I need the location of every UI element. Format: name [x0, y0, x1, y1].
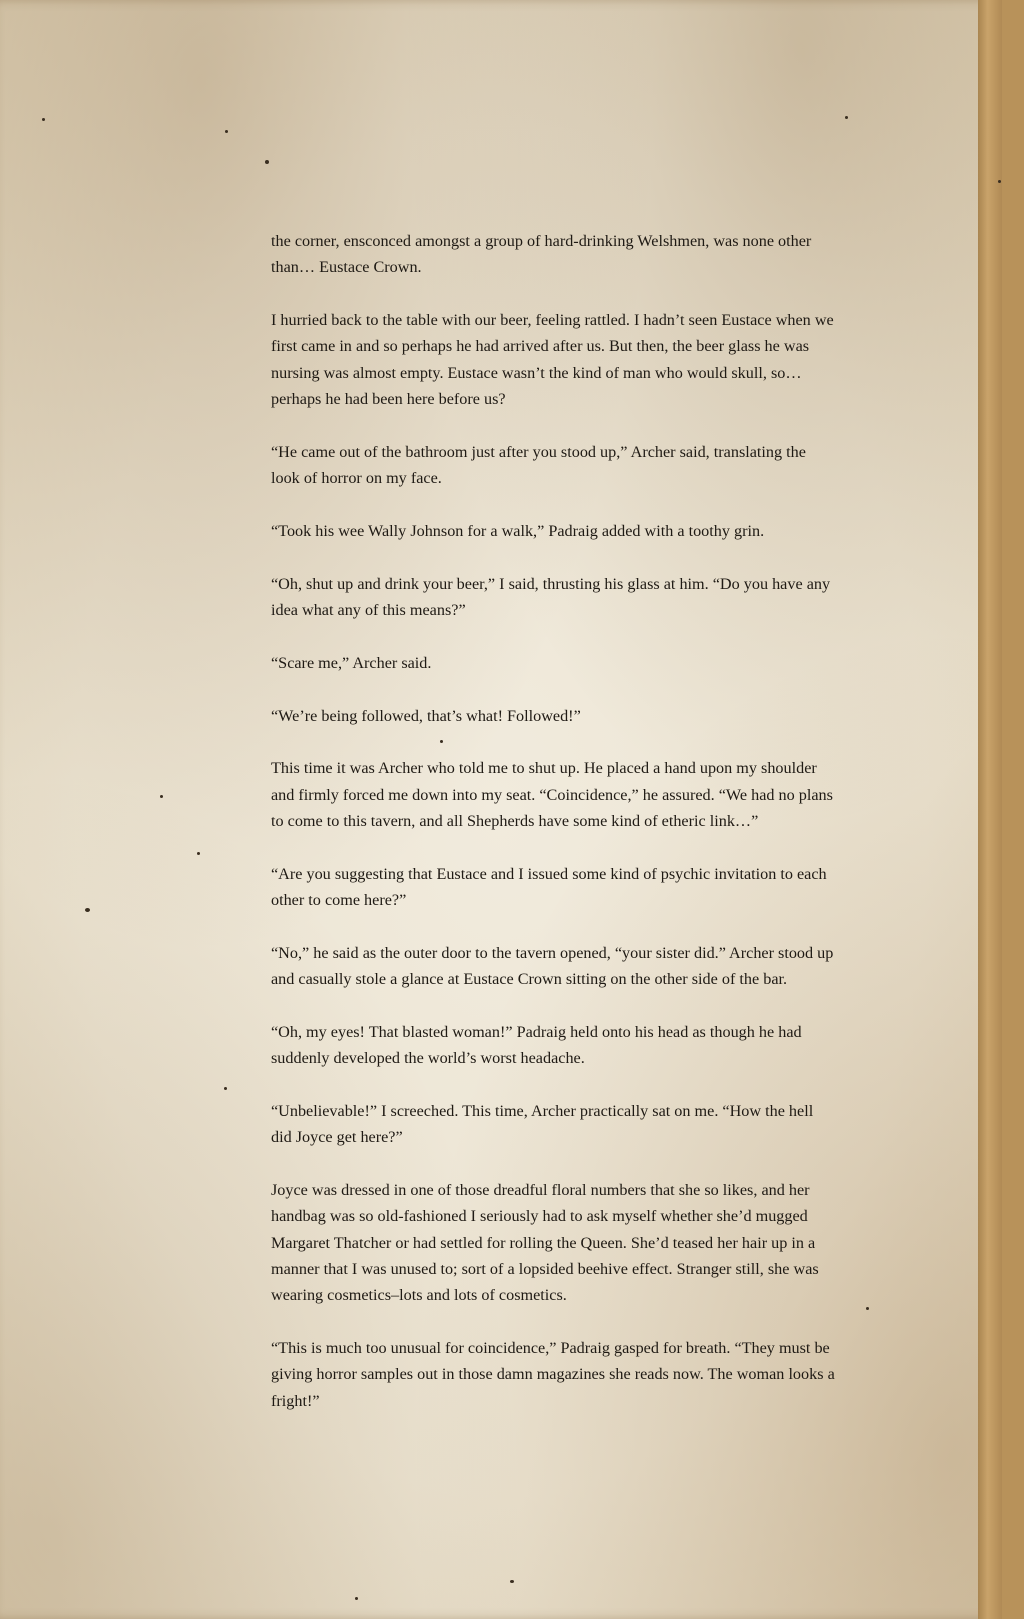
- paper-speck: [510, 1580, 514, 1583]
- paper-speck: [224, 1087, 227, 1090]
- paragraph: “Unbelievable!” I screeched. This time, Archer practically sat on me. “How the hell did Joyce get here?”: [271, 1102, 814, 1147]
- page-edge: [978, 0, 1002, 1619]
- paper-speck: [845, 116, 848, 119]
- paper-speck: [85, 908, 90, 912]
- paragraph: I hurried back to the table with our beer, feeling rattled. I hadn’t seen Eustace when we first came in and so perhaps he had arrived after us. But then, the beer glass he was nursing was almost empty. Eustace wasn’t the kind of man who would skull, so… perhaps he had been here before us?: [271, 311, 834, 408]
- paper-speck: [197, 852, 200, 855]
- paragraph: “Oh, shut up and drink your beer,” I said, thrusting his glass at him. “Do you have any idea what any of this means?”: [271, 574, 831, 619]
- paper-speck: [265, 160, 269, 164]
- paragraph: the corner, ensconced amongst a group of hard-drinking Welshmen, was none other than… Eustace Crown.: [271, 232, 812, 277]
- story-text: [271, 228, 837, 1441]
- paragraph: “No,” he said as the outer door to the tavern opened, “your sister did.” Archer stood up and casually stole a glance at Eustace Crown sitting on the other side of the bar.: [271, 943, 834, 989]
- paragraph: “He came out of the bathroom just after you stood up,” Archer said, translating the look of horror on my face.: [271, 442, 806, 488]
- paper-speck: [42, 118, 45, 121]
- paper-speck: [355, 1597, 358, 1600]
- paragraph: “Are you suggesting that Eustace and I issued some kind of psychic invitation to each other to come here?”: [271, 864, 827, 910]
- paragraph: This time it was Archer who told me to shut up. He placed a hand upon my shoulder and firmly forced me down into my seat. “Coincidence,” he assured. “We had no plans to come to this tavern, and all Shepherds have some kind of etheric link…”: [271, 759, 833, 830]
- paragraph: “Took his wee Wally Johnson for a walk,” Padraig added with a toothy grin.: [271, 521, 765, 540]
- paragraph: “This is much too unusual for coincidence,” Padraig gasped for breath. “They must be giving horror samples out in those damn magazines she reads now. The woman looks a fright!”: [271, 1339, 835, 1410]
- paragraph: “Scare me,” Archer said.: [271, 653, 432, 672]
- paragraph: “Oh, my eyes! That blasted woman!” Padraig held onto his head as though he had suddenly developed the world’s worst headache.: [271, 1022, 802, 1068]
- paragraph: Joyce was dressed in one of those dreadful floral numbers that she so likes, and her handbag was so old-fashioned I seriously had to ask myself whether she’d mugged Margaret Thatcher or had settled for rolling the Queen. She’d teased her hair up in a manner that I was unused to; sort of a lopsided beehive effect. Stranger still, she was wearing cosmetics–lots and lots of cosmetics.: [271, 1181, 819, 1305]
- paper-speck: [225, 130, 228, 133]
- paragraph: “We’re being followed, that’s what! Followed!”: [271, 706, 581, 725]
- paper-speck: [160, 795, 163, 798]
- paper-speck: [998, 180, 1001, 183]
- paper-speck: [866, 1307, 869, 1310]
